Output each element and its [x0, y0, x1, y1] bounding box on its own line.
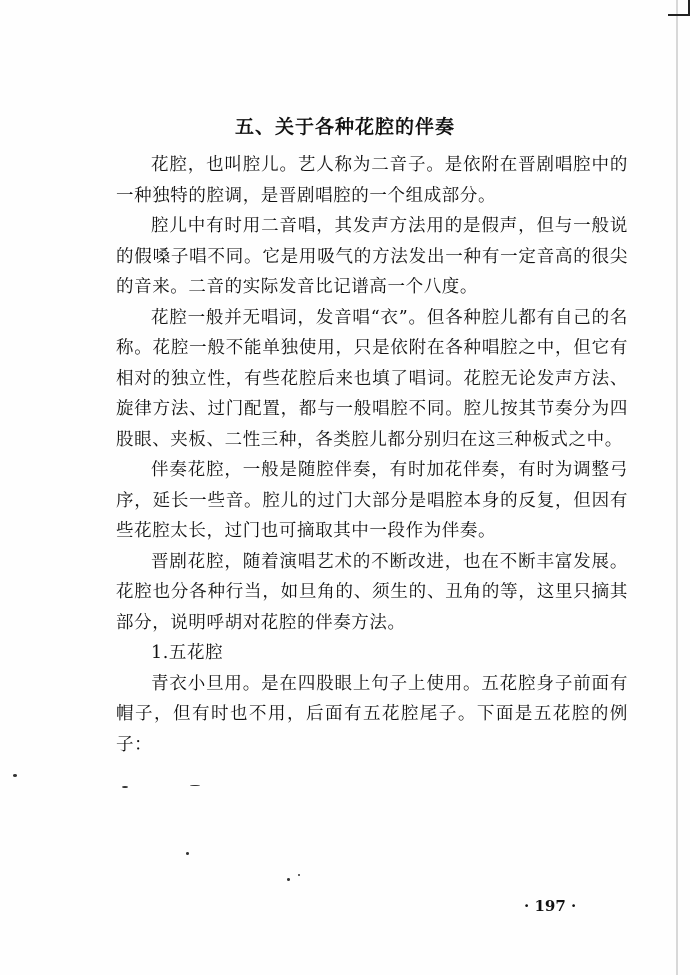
- subsection-heading: 1.五花腔: [151, 643, 224, 663]
- subsection-paragraph: 青衣小旦用。是在四股眼上句子上使用。五花腔身子前面有帽子，但有时也不用，后面有五花腔尾子。下面是五花腔的例子：: [116, 673, 628, 755]
- scan-edge-line: [676, 0, 678, 975]
- scan-corner-mark: [668, 0, 690, 16]
- paragraph-5: 晋剧花腔，随着演唱艺术的不断改进，也在不断丰富发展。花腔也分各种行当，如旦角的、须生的、丑角的等，这里只摘其部分，说明呼胡对花腔的伴奏方法。: [116, 551, 628, 633]
- scan-speck: [13, 774, 17, 777]
- section-title: 五、关于各种花腔的伴奏: [234, 116, 455, 138]
- body-text: [116, 150, 628, 760]
- paragraph-4: 伴奏花腔，一般是随腔伴奏，有时加花伴奏，有时为调整弓序，延长一些音。腔儿的过门大部分是唱腔本身的反复，但因有些花腔太长，过门也可摘取其中一段作为伴奏。: [116, 460, 628, 541]
- paragraph-3: 花腔一般并无唱词，发音唱“衣”。但各种腔儿都有自己的名称。花腔一般不能单独使用，只是依附在各种唱腔之中，但它有相对的独立性，有些花腔后来也填了唱词。花腔无论发声方法、旋律方法、过门配置，都与一般唱腔不同。腔儿按其节奏分为四股眼、夹板、二性三种，各类腔儿都分别归在这三种板式之中。: [116, 307, 628, 450]
- scan-speck: [287, 878, 290, 881]
- scan-speck: [122, 786, 128, 788]
- scan-speck: [298, 874, 300, 876]
- scan-speck: [186, 852, 189, 855]
- paragraph-1: 花腔，也叫腔儿。艺人称为二音子。是依附在晋剧唱腔中的一种独特的腔调，是晋剧唱腔的一个组成部分。: [116, 155, 628, 206]
- paragraph-2: 腔儿中有时用二音唱，其发声方法用的是假声，但与一般说的假嗓子唱不同。它是用吸气的方法发出一种有一定音高的很尖的音来。二音的实际发音比记谱高一个八度。: [116, 216, 628, 297]
- scan-speck: [190, 785, 200, 786]
- page-number: · 197 ·: [524, 897, 577, 915]
